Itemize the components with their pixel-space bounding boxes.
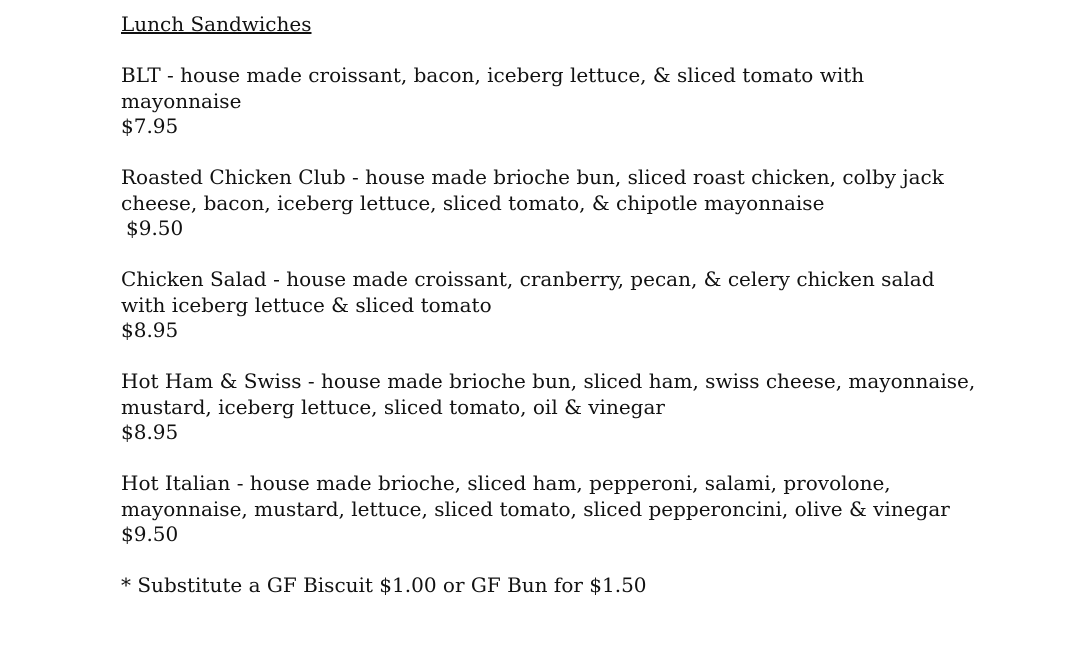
gf-substitution-note: * Substitute a GF Biscuit $1.00 or GF Bun for $1.50 bbox=[121, 573, 647, 597]
item-price: $8.95 bbox=[121, 318, 179, 342]
item-price: $9.50 bbox=[121, 522, 179, 546]
menu-item-chicken-salad bbox=[121, 267, 981, 344]
section-title: Lunch Sandwiches bbox=[121, 12, 312, 36]
item-description: Hot Italian - house made brioche, sliced ham, pepperoni, salami, provolone, mayonnaise, mustard, lettuce, sliced tomato, sliced pepperoncini, olive & vinegar bbox=[121, 471, 950, 521]
item-description: BLT - house made croissant, bacon, iceberg lettuce, & sliced tomato with mayonnaise bbox=[121, 63, 865, 113]
item-description: Roasted Chicken Club - house made brioche bun, sliced roast chicken, colby jack cheese, bacon, iceberg lettuce, sliced tomato, & chipotle mayonnaise bbox=[121, 165, 944, 215]
item-price: $8.95 bbox=[121, 420, 179, 444]
item-description: Hot Ham & Swiss - house made brioche bun, sliced ham, swiss cheese, mayonnaise, mustard, iceberg lettuce, sliced tomato, oil & vinegar bbox=[121, 369, 976, 419]
item-price: $7.95 bbox=[121, 114, 179, 138]
menu-item-blt bbox=[121, 63, 981, 140]
item-price: $9.50 bbox=[126, 216, 184, 240]
menu-document bbox=[121, 12, 981, 599]
item-description: Chicken Salad - house made croissant, cranberry, pecan, & celery chicken salad with iceberg lettuce & sliced tomato bbox=[121, 267, 935, 317]
menu-item-hot-ham-swiss bbox=[121, 369, 981, 446]
menu-item-hot-italian bbox=[121, 471, 981, 548]
menu-item-roasted-chicken-club bbox=[121, 165, 981, 242]
